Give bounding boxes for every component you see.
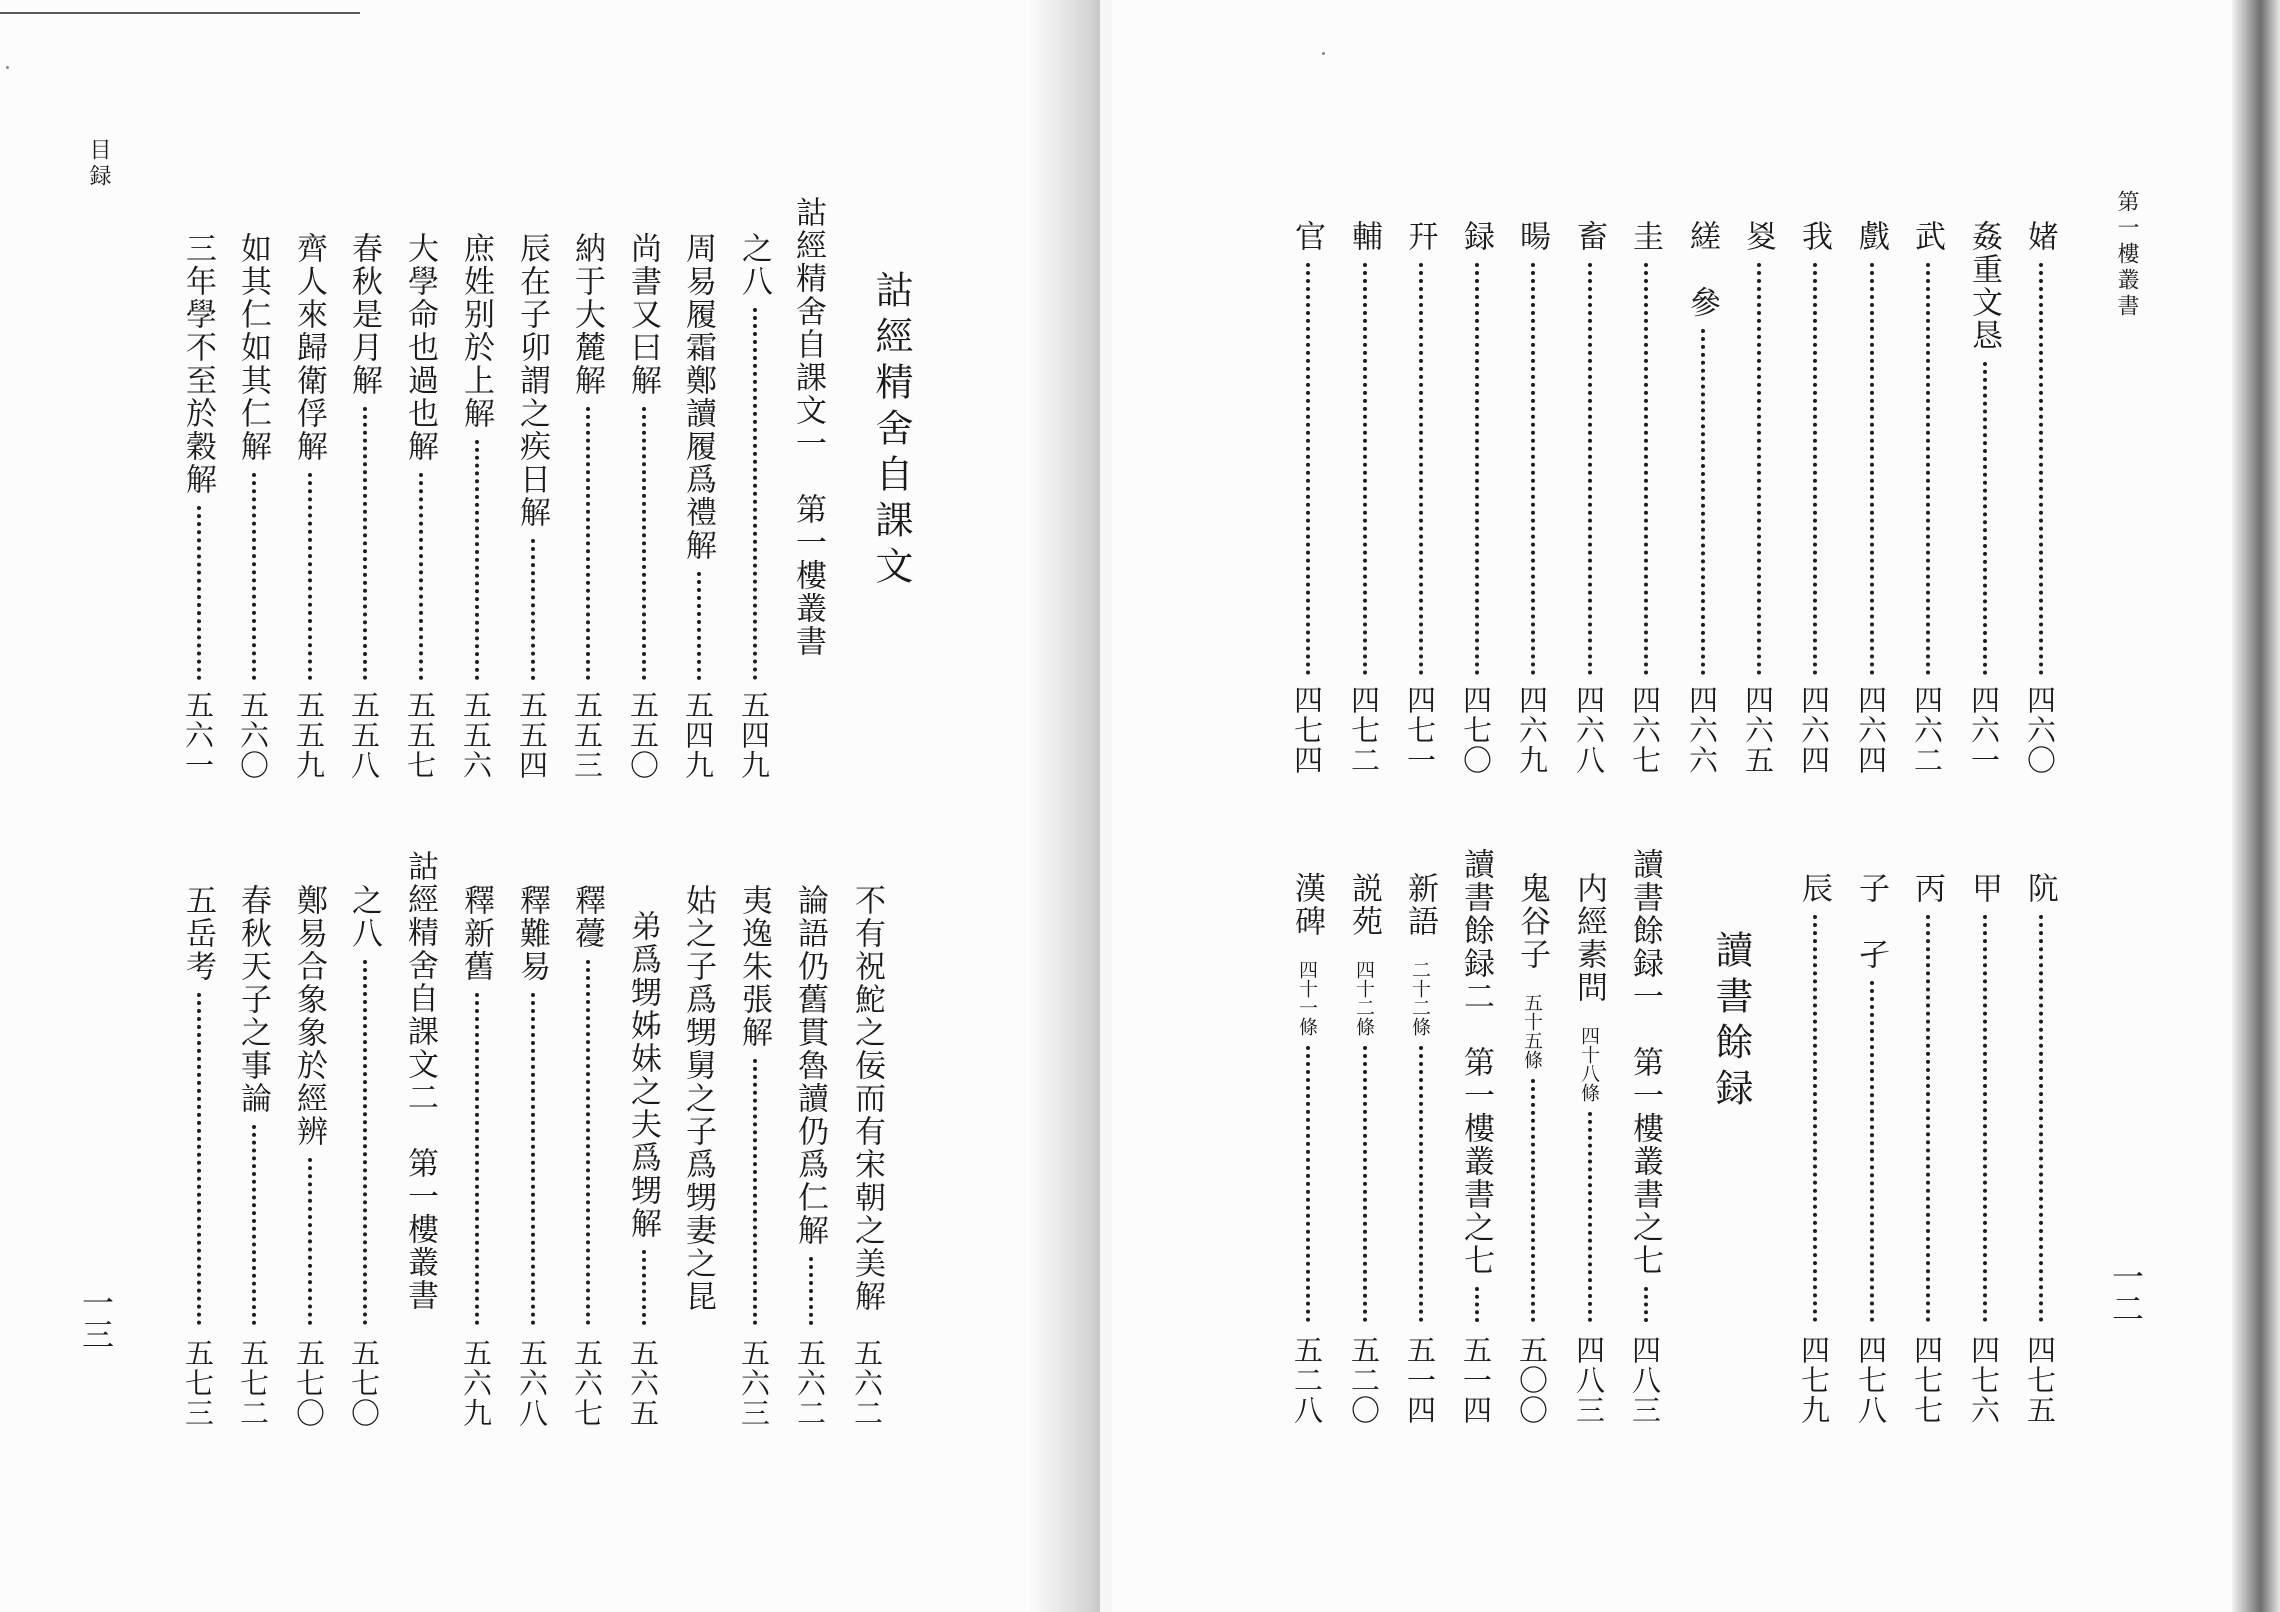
- page-number: 四六七: [1628, 685, 1662, 775]
- entry-title: 新語 二十二條: [1402, 872, 1438, 1036]
- entry-note: 四十二條: [1353, 938, 1375, 1036]
- section-heading: 讀書餘録: [1709, 930, 1753, 1114]
- dot-leader: [308, 1158, 312, 1325]
- entry-title: 納于大麓解: [569, 232, 605, 397]
- entry-title: 之八: [346, 884, 382, 950]
- entry-title: 圭: [1627, 220, 1663, 253]
- entry-title: 阬: [2022, 872, 2058, 905]
- page-number: 四八三: [1628, 1335, 1662, 1425]
- toc-entry[interactable]: [176, 0, 220, 1612]
- page-number: 四七二: [1347, 685, 1381, 775]
- speck: [6, 66, 9, 69]
- running-head-left: 目録: [86, 138, 111, 190]
- folio-right: 一二: [2107, 1260, 2145, 1324]
- entry-title: 讀書餘録一 第一樓叢書之七: [1627, 848, 1663, 1277]
- entry-title: 五岳考: [180, 884, 216, 983]
- toc-entry[interactable]: [788, 0, 832, 1612]
- entry-title: 讀書餘録二 第一樓叢書之七: [1458, 848, 1494, 1277]
- page-number: 四六八: [1572, 685, 1606, 775]
- dot-leader: [1475, 1287, 1479, 1322]
- entry-note: 二十二條: [1409, 938, 1431, 1036]
- toc-entry[interactable]: [342, 0, 386, 1612]
- page-number: 五四九: [737, 690, 771, 780]
- page-number: 五五七: [403, 690, 437, 780]
- entry-title: 畜: [1571, 220, 1607, 253]
- entry-title: 齊人來歸衛俘解: [291, 232, 327, 463]
- entry-title: 論語仍舊貫魯讀仍爲仁解: [792, 884, 828, 1247]
- page-number: 四七〇: [1459, 685, 1493, 775]
- toc-entry[interactable]: [845, 0, 889, 1612]
- entry-title: 甲: [1966, 872, 2002, 905]
- toc-entry[interactable]: [1623, 0, 1667, 1612]
- page-number: 五五三: [570, 690, 604, 780]
- entry-title: 暘: [1514, 220, 1550, 253]
- entry-title: 大學命也過也解: [402, 232, 438, 463]
- toc-entry[interactable]: [1510, 0, 1554, 1612]
- entry-title: 尚書又曰解: [625, 232, 661, 397]
- page-number: 五六二: [850, 1338, 884, 1428]
- toc-entry[interactable]: [1285, 0, 1329, 1612]
- dot-leader: [1306, 1046, 1310, 1322]
- toc-entry[interactable]: [732, 0, 776, 1612]
- entry-title: 武: [1909, 220, 1945, 253]
- entry-title: 縒 參: [1684, 220, 1720, 319]
- dot-leader: [1813, 915, 1817, 1322]
- dot-leader: [642, 1250, 646, 1325]
- entry-title: 子 孑: [1853, 872, 1889, 971]
- entry-title: 釋新舊: [458, 884, 494, 983]
- right-page: [1112, 0, 2240, 1612]
- dot-leader: [753, 1059, 757, 1325]
- folio-left: 一三: [77, 1286, 115, 1350]
- page-number: 五五〇: [626, 690, 660, 780]
- toc-entry[interactable]: [1567, 0, 1611, 1612]
- gutter-shadow: [1030, 0, 1100, 1612]
- entry-title: 官: [1289, 220, 1325, 253]
- page-number: 五六一: [181, 690, 215, 780]
- entry-title: 不有祝鮀之佞而有宋朝之美解: [849, 884, 885, 1313]
- page-number: 四六二: [1910, 685, 1944, 775]
- entry-title: 春秋是月解: [346, 232, 382, 397]
- toc-entry[interactable]: [1680, 0, 1724, 1612]
- entry-title: 釋難易: [514, 884, 550, 983]
- page-number: 五二八: [1290, 1335, 1324, 1425]
- section-heading: 詁經精舍自課文: [869, 270, 913, 592]
- page-number: 五一四: [1459, 1335, 1493, 1425]
- entry-title: 録: [1458, 220, 1494, 253]
- dot-leader: [809, 1257, 813, 1325]
- page-number: 五二〇: [1347, 1335, 1381, 1425]
- toc-entry[interactable]: [454, 0, 498, 1612]
- entry-title: 戲: [1853, 220, 1889, 253]
- dot-leader: [531, 993, 535, 1325]
- page-number: 五六〇: [236, 690, 270, 780]
- page-number: 五五八: [347, 690, 381, 780]
- toc-entry[interactable]: [231, 0, 275, 1612]
- entry-title: 漢碑 四十一條: [1289, 872, 1325, 1036]
- page-number: 四六一: [1967, 685, 2001, 775]
- toc-entry[interactable]: [1905, 0, 1949, 1612]
- book-edge: [2232, 0, 2280, 1612]
- entry-title: 内經素問 四十八條: [1571, 872, 1607, 1102]
- dot-leader: [586, 960, 590, 1325]
- page-number: 四七四: [1290, 685, 1324, 775]
- dot-leader: [197, 993, 201, 1325]
- toc-entry[interactable]: [1398, 0, 1442, 1612]
- page-number: 五五九: [292, 690, 326, 780]
- page-number: 四六四: [1797, 685, 1831, 775]
- page-number: 五六二: [793, 1338, 827, 1428]
- toc-entry[interactable]: [1736, 0, 1780, 1612]
- entry-title: 三年學不至於穀解: [180, 232, 216, 496]
- entry-title: 庶姓别於上解: [458, 232, 494, 430]
- page-number: 四七七: [1910, 1335, 1944, 1425]
- speck: [1322, 52, 1325, 55]
- page-number: 五六三: [737, 1338, 771, 1428]
- entry-title: 鄭易合象象於經辨: [291, 884, 327, 1148]
- dot-leader: [1926, 915, 1930, 1322]
- page-number: 五六七: [570, 1338, 604, 1428]
- entry-title: 釋蘉: [569, 884, 605, 950]
- entry-note: 四十一條: [1296, 938, 1318, 1036]
- running-head-right: 第一樓叢書: [2114, 190, 2139, 320]
- entry-title: 弟爲甥姊妹之夫爲甥解: [625, 910, 661, 1240]
- dot-leader: [1588, 1112, 1592, 1322]
- toc-entry[interactable]: [2018, 0, 2062, 1612]
- page-number: 五七二: [236, 1338, 270, 1428]
- entry-title: 夷逸朱張解: [736, 884, 772, 1049]
- entry-title: 幵: [1402, 220, 1438, 253]
- page-number: 五七三: [181, 1338, 215, 1428]
- entry-note: 五十五條: [1521, 971, 1543, 1069]
- toc-entry[interactable]: [287, 0, 331, 1612]
- page-number: 四七一: [1403, 685, 1437, 775]
- toc-entry[interactable]: [510, 0, 554, 1612]
- page-number: 四六〇: [2023, 685, 2057, 775]
- toc-entry[interactable]: [621, 0, 665, 1612]
- toc-entry[interactable]: [676, 0, 720, 1612]
- toc-entry[interactable]: [398, 0, 442, 1612]
- page-number: 五五四: [515, 690, 549, 780]
- entry-title: 㚇: [1740, 220, 1776, 253]
- page-number: 五七〇: [292, 1338, 326, 1428]
- toc-entry[interactable]: [1849, 0, 1893, 1612]
- entry-title: 輔: [1346, 220, 1382, 253]
- dot-leader: [1419, 1046, 1423, 1322]
- dot-leader: [1531, 1079, 1535, 1322]
- toc-entry[interactable]: [1962, 0, 2006, 1612]
- entry-title: 之八: [736, 232, 772, 298]
- page-number: 五六五: [626, 1338, 660, 1428]
- entry-title: 我: [1796, 220, 1832, 253]
- entry-title: 姑之子爲甥舅之子爲甥妻之昆: [680, 884, 716, 1313]
- toc-entry[interactable]: [1342, 0, 1386, 1612]
- entry-title: 詁經精舍自課文二 第一樓叢書: [402, 850, 438, 1312]
- page-number: 四七八: [1854, 1335, 1888, 1425]
- entry-title: 辰在子卯謂之疾日解: [514, 232, 550, 529]
- page-number: 四六六: [1685, 685, 1719, 775]
- dot-leader: [475, 993, 479, 1325]
- page-number: 四六九: [1515, 685, 1549, 775]
- page-number: 五〇〇: [1515, 1335, 1549, 1425]
- entry-title: 丙: [1909, 872, 1945, 905]
- page-number: 四七九: [1797, 1335, 1831, 1425]
- page-number: 四六四: [1854, 685, 1888, 775]
- toc-entry[interactable]: [565, 0, 609, 1612]
- entry-title: 辰: [1796, 872, 1832, 905]
- page-number: 五一四: [1403, 1335, 1437, 1425]
- entry-title: 鬼谷子 五十五條: [1514, 872, 1550, 1069]
- dot-leader: [1644, 1287, 1648, 1322]
- dot-leader: [1363, 1046, 1367, 1322]
- dot-leader: [1983, 915, 1987, 1322]
- entry-title: 周易履霜鄭讀履爲禮解: [680, 232, 716, 562]
- page-number: 五七〇: [347, 1338, 381, 1428]
- page-number: 四七五: [2023, 1335, 2057, 1425]
- entry-title: 媎: [2022, 220, 2058, 253]
- entry-title: 如其仁如其仁解: [235, 232, 271, 463]
- entry-title: 春秋天子之事論: [235, 884, 271, 1115]
- dot-leader: [363, 960, 367, 1325]
- entry-title: 詁經精舍自課文一 第一樓叢書: [790, 196, 826, 658]
- page-number: 四八三: [1572, 1335, 1606, 1425]
- page-number: 五六八: [515, 1338, 549, 1428]
- dot-leader: [1701, 329, 1705, 675]
- dot-leader: [2039, 915, 2043, 1322]
- left-page: [0, 0, 1100, 1612]
- dot-leader: [1870, 981, 1874, 1322]
- dot-leader: [252, 1125, 256, 1325]
- entry-title: 説苑 四十二條: [1346, 872, 1382, 1036]
- page-number: 五五六: [459, 690, 493, 780]
- page-number: 四七六: [1967, 1335, 2001, 1425]
- toc-entry[interactable]: [1792, 0, 1836, 1612]
- page-number: 四六五: [1741, 685, 1775, 775]
- toc-entry[interactable]: [1454, 0, 1498, 1612]
- dot-leader: [1757, 263, 1761, 675]
- entry-note: 四十八條: [1578, 1004, 1600, 1102]
- entry-title: 姦重文恳: [1966, 220, 2002, 352]
- page-number: 五六九: [459, 1338, 493, 1428]
- page-number: 五四九: [681, 690, 715, 780]
